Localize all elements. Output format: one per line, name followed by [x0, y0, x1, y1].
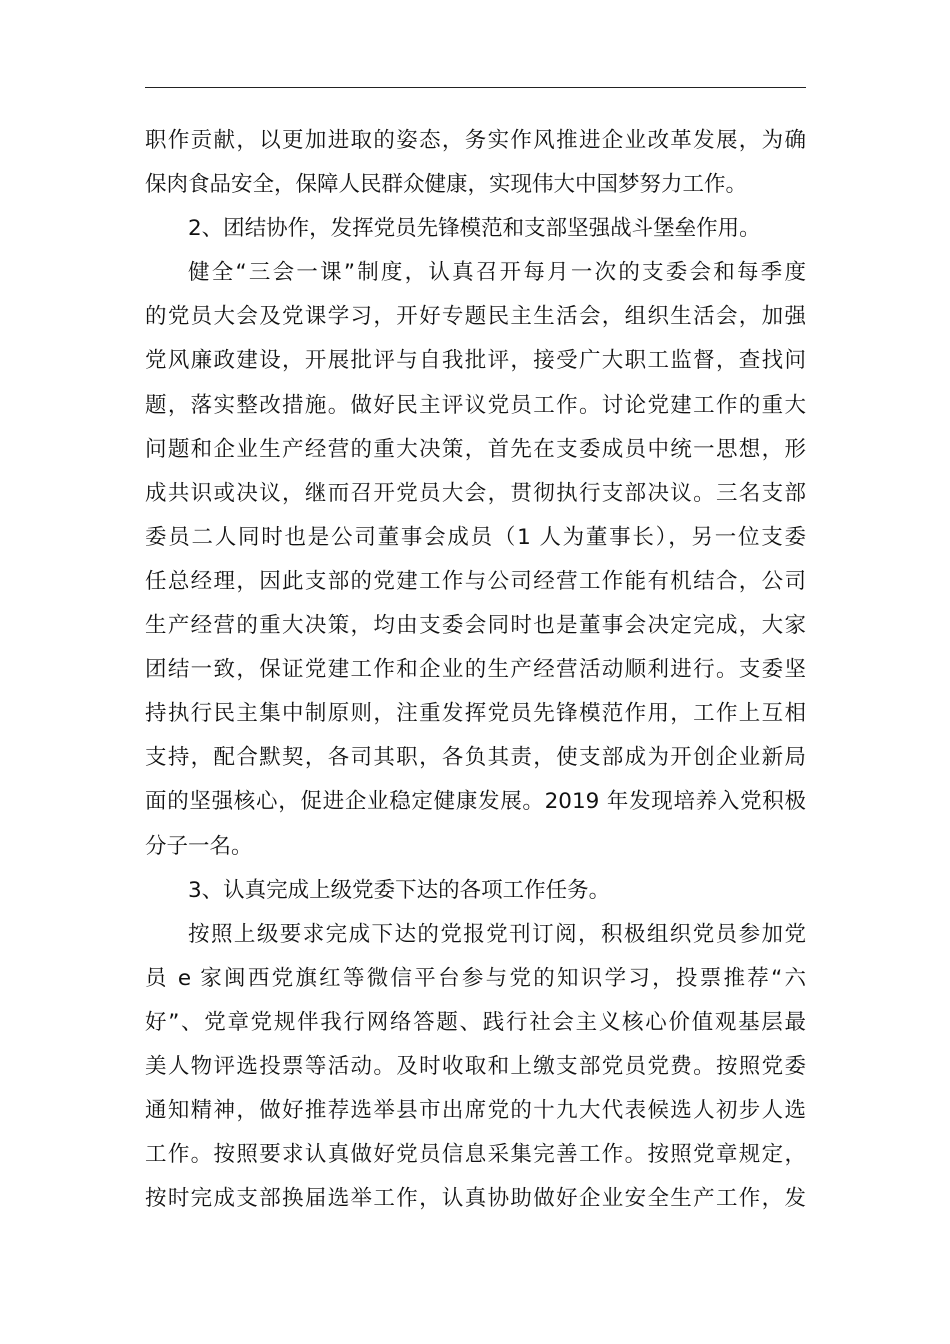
- text-line: 的党员大会及党课学习，开好专题民主生活会，组织生活会，加强: [145, 304, 806, 330]
- text-line: 题，落实整改措施。做好民主评议党员工作。讨论党建工作的重大: [145, 392, 806, 418]
- text-line: 问题和企业生产经营的重大决策，首先在支委成员中统一思想，形: [145, 436, 806, 462]
- text-line: 分子一名。: [145, 833, 253, 859]
- text-line: 面的坚强核心，促进企业稳定健康发展。2019 年发现培养入党积极: [145, 789, 806, 815]
- text-line: 通知精神，做好推荐选举县市出席党的十九大代表候选人初步人选: [145, 1098, 806, 1124]
- text-line: 委员二人同时也是公司董事会成员（1 人为董事长），另一位支委: [145, 524, 806, 550]
- text-line: 党风廉政建设，开展批评与自我批评，接受广大职工监督，查找问: [145, 348, 806, 374]
- text-line: 任总经理，因此支部的党建工作与公司经营工作能有机结合，公司: [145, 568, 806, 594]
- document-body: [145, 119, 806, 1221]
- header-rule: [145, 87, 806, 88]
- text-line: 支持，配合默契，各司其职，各负其责，使支部成为开创企业新局: [145, 745, 806, 771]
- text-line: 美人物评选投票等活动。及时收取和上缴支部党员党费。按照党委: [145, 1053, 806, 1079]
- paragraph-first-line: 3、认真完成上级党委下达的各项工作任务。: [188, 877, 611, 903]
- text-line: 员 e 家闽西党旗红等微信平台参与党的知识学习，投票推荐“六: [145, 965, 806, 991]
- text-line: 职作贡献，以更加进取的姿态，务实作风推进企业改革发展，为确: [145, 128, 806, 153]
- paragraph-first-line: 健全“三会一课”制度，认真召开每月一次的支委会和每季度: [188, 260, 806, 286]
- paragraph-first-line: 2、团结协作，发挥党员先锋模范和支部坚强战斗堡垒作用。: [188, 216, 761, 242]
- text-line: 保肉食品安全，保障人民群众健康，实现伟大中国梦努力工作。: [145, 172, 748, 198]
- text-line: 持执行民主集中制原则，注重发挥党员先锋模范作用，工作上互相: [145, 701, 806, 727]
- text-line: 工作。按照要求认真做好党员信息采集完善工作。按照党章规定，: [145, 1142, 806, 1168]
- paragraph-first-line: 按照上级要求完成下达的党报党刊订阅，积极组织党员参加党: [188, 921, 806, 947]
- text-line: 成共识或决议，继而召开党员大会，贯彻执行支部决议。三名支部: [145, 480, 806, 506]
- text-line: 好”、党章党规伴我行网络答题、践行社会主义核心价值观基层最: [145, 1009, 806, 1035]
- text-line: 生产经营的重大决策，均由支委会同时也是董事会决定完成，大家: [145, 613, 806, 639]
- text-line: 团结一致，保证党建工作和企业的生产经营活动顺利进行。支委坚: [145, 657, 806, 683]
- text-line: 按时完成支部换届选举工作，认真协助做好企业安全生产工作，发: [145, 1186, 806, 1212]
